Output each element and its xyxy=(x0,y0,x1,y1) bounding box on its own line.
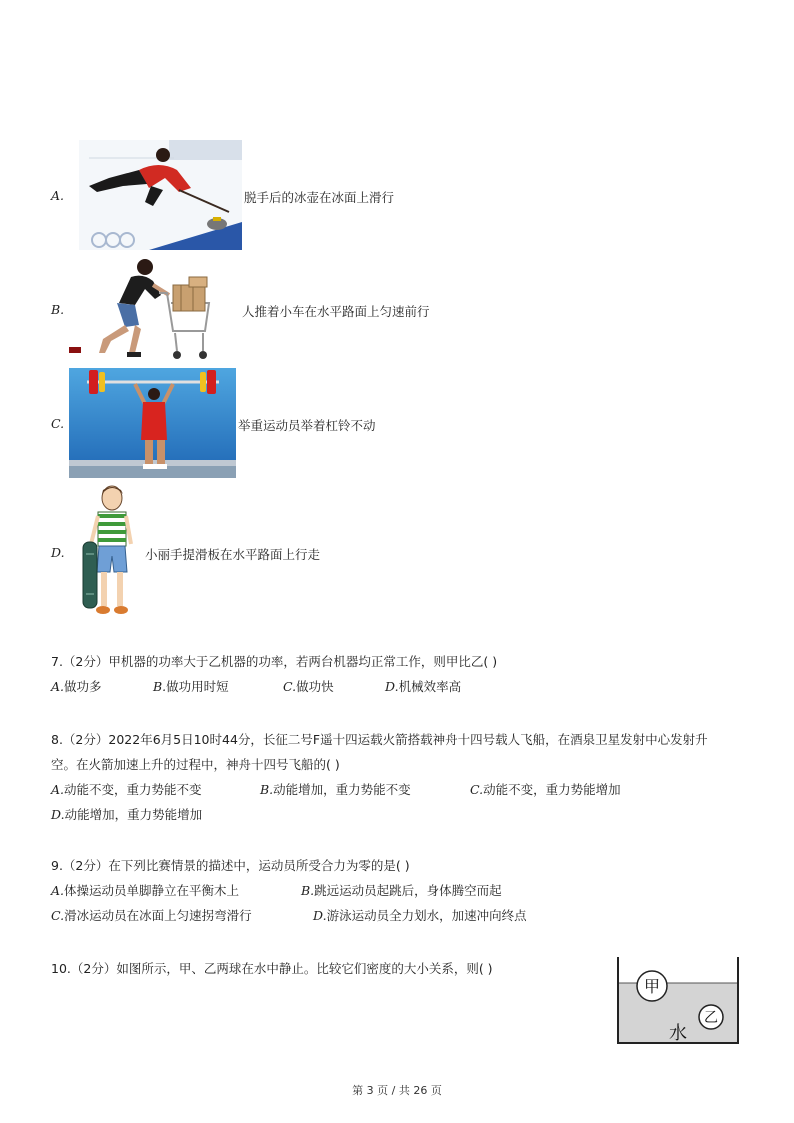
option-d-letter: D. xyxy=(51,545,65,560)
option-c-letter: C. xyxy=(51,416,65,431)
q8-option-d: D.动能增加，重力势能增加 xyxy=(51,807,203,822)
water-label: 水 xyxy=(669,1023,687,1044)
question-7-options xyxy=(51,674,497,699)
question-9-options-row-1 xyxy=(51,878,527,903)
q7-option-d: D.机械效率高 xyxy=(385,679,462,694)
option-a-letter: A. xyxy=(51,188,65,203)
question-8 xyxy=(51,727,708,827)
question-7-stem: 7.（2分）甲机器的功率大于乙机器的功率，若两台机器均正常工作，则甲比乙( ) xyxy=(51,654,498,669)
q7-option-a: A.做功多 xyxy=(51,679,102,694)
page-footer: 第 3 页 / 共 26 页 xyxy=(352,1084,442,1097)
q9-option-a: A.体操运动员单脚静立在平衡木上 xyxy=(51,883,240,898)
question-9-options-row-2 xyxy=(51,903,527,928)
q7-option-c: C.做功快 xyxy=(283,679,334,694)
option-b-text: 人推着小车在水平路面上匀速前行 xyxy=(242,304,430,319)
q9-option-d: D.游泳运动员全力划水，加速冲向终点 xyxy=(313,908,527,923)
weightlifter-image xyxy=(69,368,236,478)
q8-option-c: C.动能不变，重力势能增加 xyxy=(470,782,621,797)
option-c-text: 举重运动员举着杠铃不动 xyxy=(238,418,376,433)
option-a-text: 脱手后的冰壶在冰面上滑行 xyxy=(244,190,395,205)
boy-holding-skateboard-image xyxy=(81,484,141,624)
q9-option-b: B.跳远运动员起跳后，身体腾空而起 xyxy=(301,883,502,898)
question-8-options-row-2 xyxy=(51,802,708,827)
question-7 xyxy=(51,649,497,699)
question-10-stem: 10.（2分）如图所示，甲、乙两球在水中静止。比较它们密度的大小关系，则( ) xyxy=(51,961,493,976)
question-9 xyxy=(51,853,527,928)
q9-option-c: C.滑冰运动员在冰面上匀速拐弯滑行 xyxy=(51,908,252,923)
question-8-options-row-1 xyxy=(51,777,708,802)
question-8-stem-line-2: 空。在火箭加速上升的过程中，神舟十四号飞船的( ) xyxy=(51,757,340,772)
beaker-figure xyxy=(614,955,742,1047)
option-d-text: 小丽手提滑板在水平路面上行走 xyxy=(145,547,321,562)
curling-athlete-image xyxy=(79,140,242,250)
person-pushing-cart-image xyxy=(69,255,212,363)
question-10 xyxy=(51,956,493,981)
option-b-letter: B. xyxy=(51,302,65,317)
ball-a-label: 甲 xyxy=(643,977,661,996)
question-8-stem-line-1: 8.（2分）2022年6月5日10时44分，长征二号F遥十四运载火箭搭载神舟十四号载人飞船，在酒泉卫星发射中心发射升 xyxy=(51,732,708,747)
q7-option-b: B.做功用时短 xyxy=(153,679,229,694)
ball-b-label: 乙 xyxy=(704,1010,718,1026)
q8-option-a: A.动能不变，重力势能不变 xyxy=(51,782,202,797)
question-9-stem: 9.（2分）在下列比赛情景的描述中，运动员所受合力为零的是( ) xyxy=(51,858,410,873)
q8-option-b: B.动能增加，重力势能不变 xyxy=(260,782,411,797)
